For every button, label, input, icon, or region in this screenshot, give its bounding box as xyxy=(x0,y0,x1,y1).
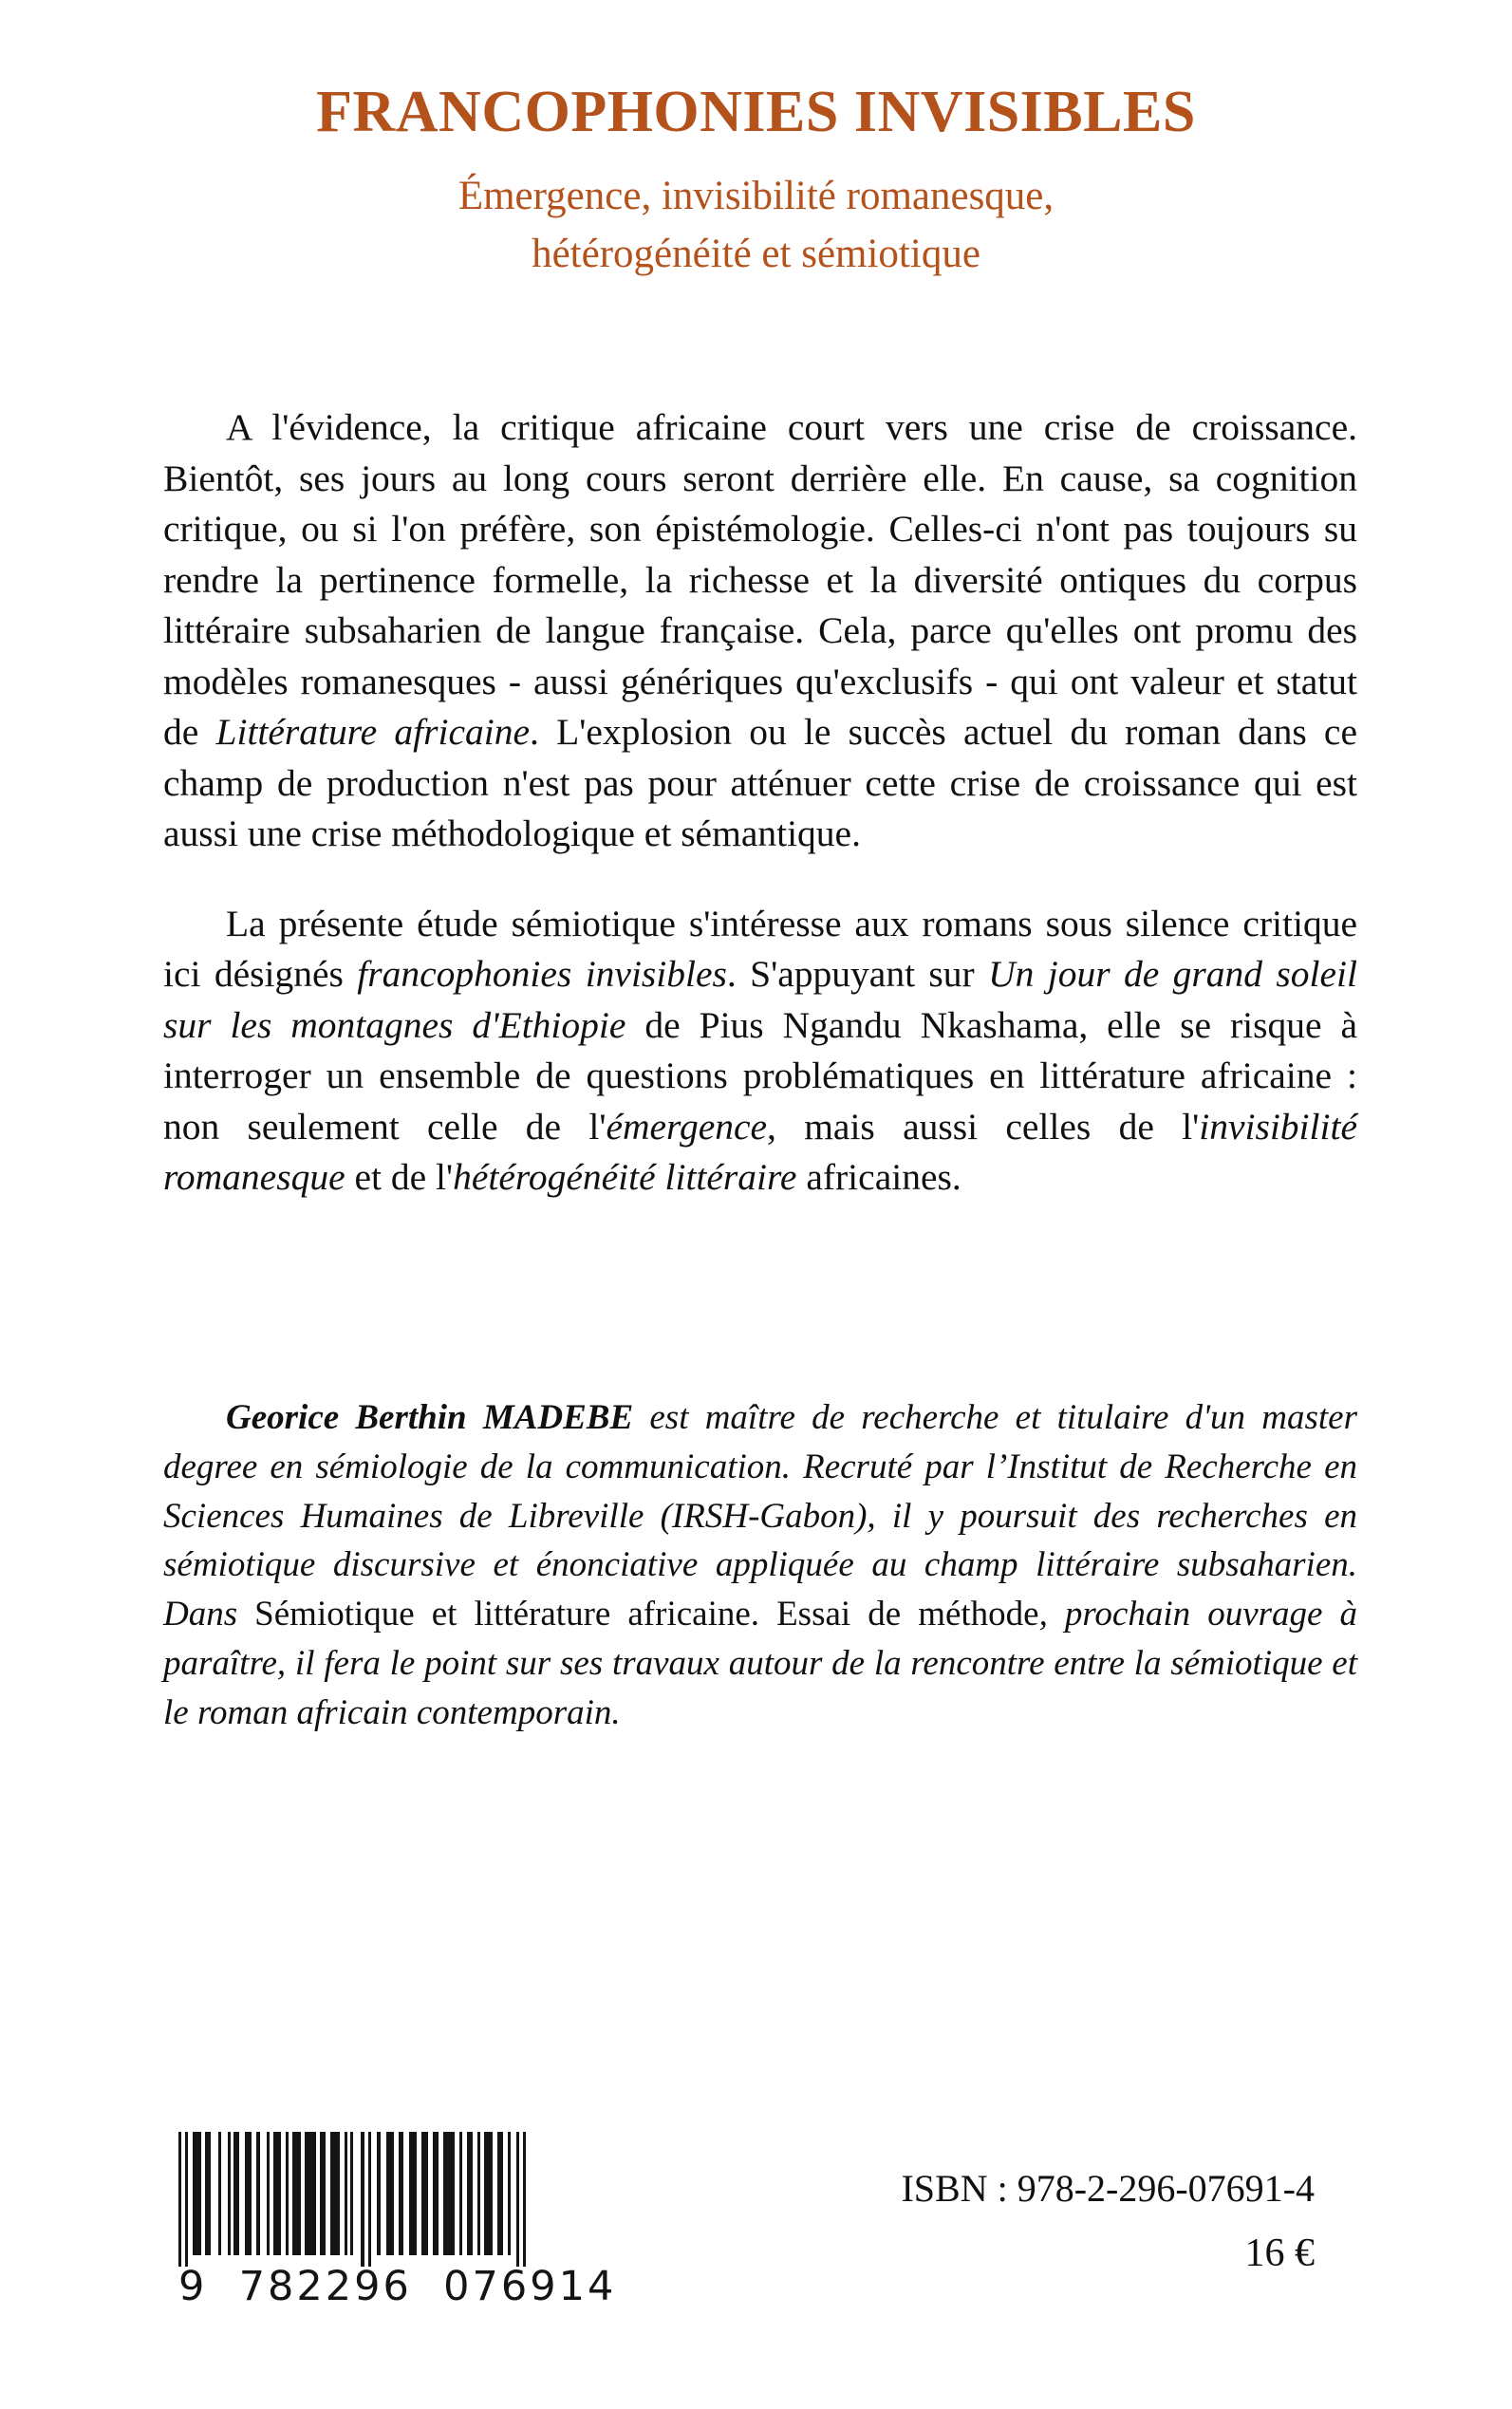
blurb-p2-part-2: . S'appuyant sur xyxy=(726,953,989,996)
barcode-icon xyxy=(173,2132,543,2267)
author-bio-block xyxy=(163,1393,1357,1738)
price-text: 16 € xyxy=(1244,2232,1315,2275)
author-bio-text-1: est maître de recherche et titulaire d'un master degree en sémiologie de la communication. Recruté par l’Institut de Recherche en Sciences Humaines de Libreville (IRSH-Gabon), il y poursuit des recherches en sémiotique discursive et énonciative appliquée au champ littéraire subsaharien. Dans xyxy=(163,1398,1357,1634)
author-name: Georice Berthin MADEBE xyxy=(226,1398,634,1437)
blurb-p2-italic-1: francophonies invisibles xyxy=(357,953,727,996)
blurb-p2-italic-3: émergence xyxy=(606,1105,768,1148)
blurb-paragraph-2 xyxy=(163,899,1357,1204)
author-bio-work-title: Sémiotique et littérature africaine. Essai de méthode xyxy=(254,1595,1039,1634)
blurb-p1-italic-1: Littérature africaine xyxy=(215,711,531,754)
title-block xyxy=(0,82,1512,282)
blurb-p2-italic-2: Un jour de grand soleil sur les montagnes d'Ethiopie xyxy=(163,953,1357,1046)
barcode-digits: 9 782296 076914 xyxy=(178,2263,617,2310)
page-title: FRANCOPHONIES INVISIBLES xyxy=(316,80,1196,144)
blurb-p2-part-1: La présente étude sémiotique s'intéresse aux romans sous silence critique ici désignés xyxy=(163,902,1357,996)
blurb-p1-part-1: A l'évidence, la critique africaine court vers une crise de croissance. Bientôt, ses jours au long cours seront derrière elle. En cause, sa cognition critique, ou si l'on préfère, son épistémologie. Celles-ci n'ont pas toujours su rendre la pertinence formelle, la richesse et la diversité ontiques du corpus littéraire subsaharien de langue française. Cela, parce qu'elles ont promu des modèles romanesques - aussi génériques qu'exclusifs - qui ont valeur et statut de xyxy=(163,406,1357,754)
blurb-p2-italic-5: hétérogénéité littéraire xyxy=(453,1156,797,1199)
isbn-block xyxy=(901,2160,1315,2283)
subtitle-line-2: hétérogénéité et sémiotique xyxy=(532,231,980,276)
author-bio-text-2: , prochain ouvrage à paraître, il fera le point sur ses travaux autour de la rencontre entre la sémiotique et le roman africain contemporain. xyxy=(163,1595,1357,1732)
blurb-p1-part-2: . L'explosion ou le succès actuel du roman dans ce champ de production n'est pas pour atténuer cette crise de croissance qui est aussi une crise méthodologique et sémantique. xyxy=(163,711,1357,855)
author-bio xyxy=(163,1393,1357,1738)
blurb-p2-italic-4: invisibilité romanesque xyxy=(163,1105,1357,1199)
blurb-text xyxy=(163,402,1357,1204)
blurb-p2-part-5: et de l' xyxy=(345,1156,454,1199)
subtitle-line-1: Émergence, invisibilité romanesque, xyxy=(457,174,1055,219)
blurb-p2-part-3: de Pius Ngandu Nkashama, elle se risque à interroger un ensemble de questions problématiques en littérature africaine : non seulement celle de l' xyxy=(163,1003,1358,1148)
footer xyxy=(0,2086,1512,2409)
blurb-p2-part-6: africaines. xyxy=(796,1156,961,1199)
blurb-p2-part-4: , mais aussi celles de l' xyxy=(767,1105,1200,1148)
blurb-paragraph-1 xyxy=(163,402,1357,860)
isbn-text: ISBN : 978-2-296-07691-4 xyxy=(901,2167,1315,2210)
barcode-block xyxy=(173,2132,617,2310)
